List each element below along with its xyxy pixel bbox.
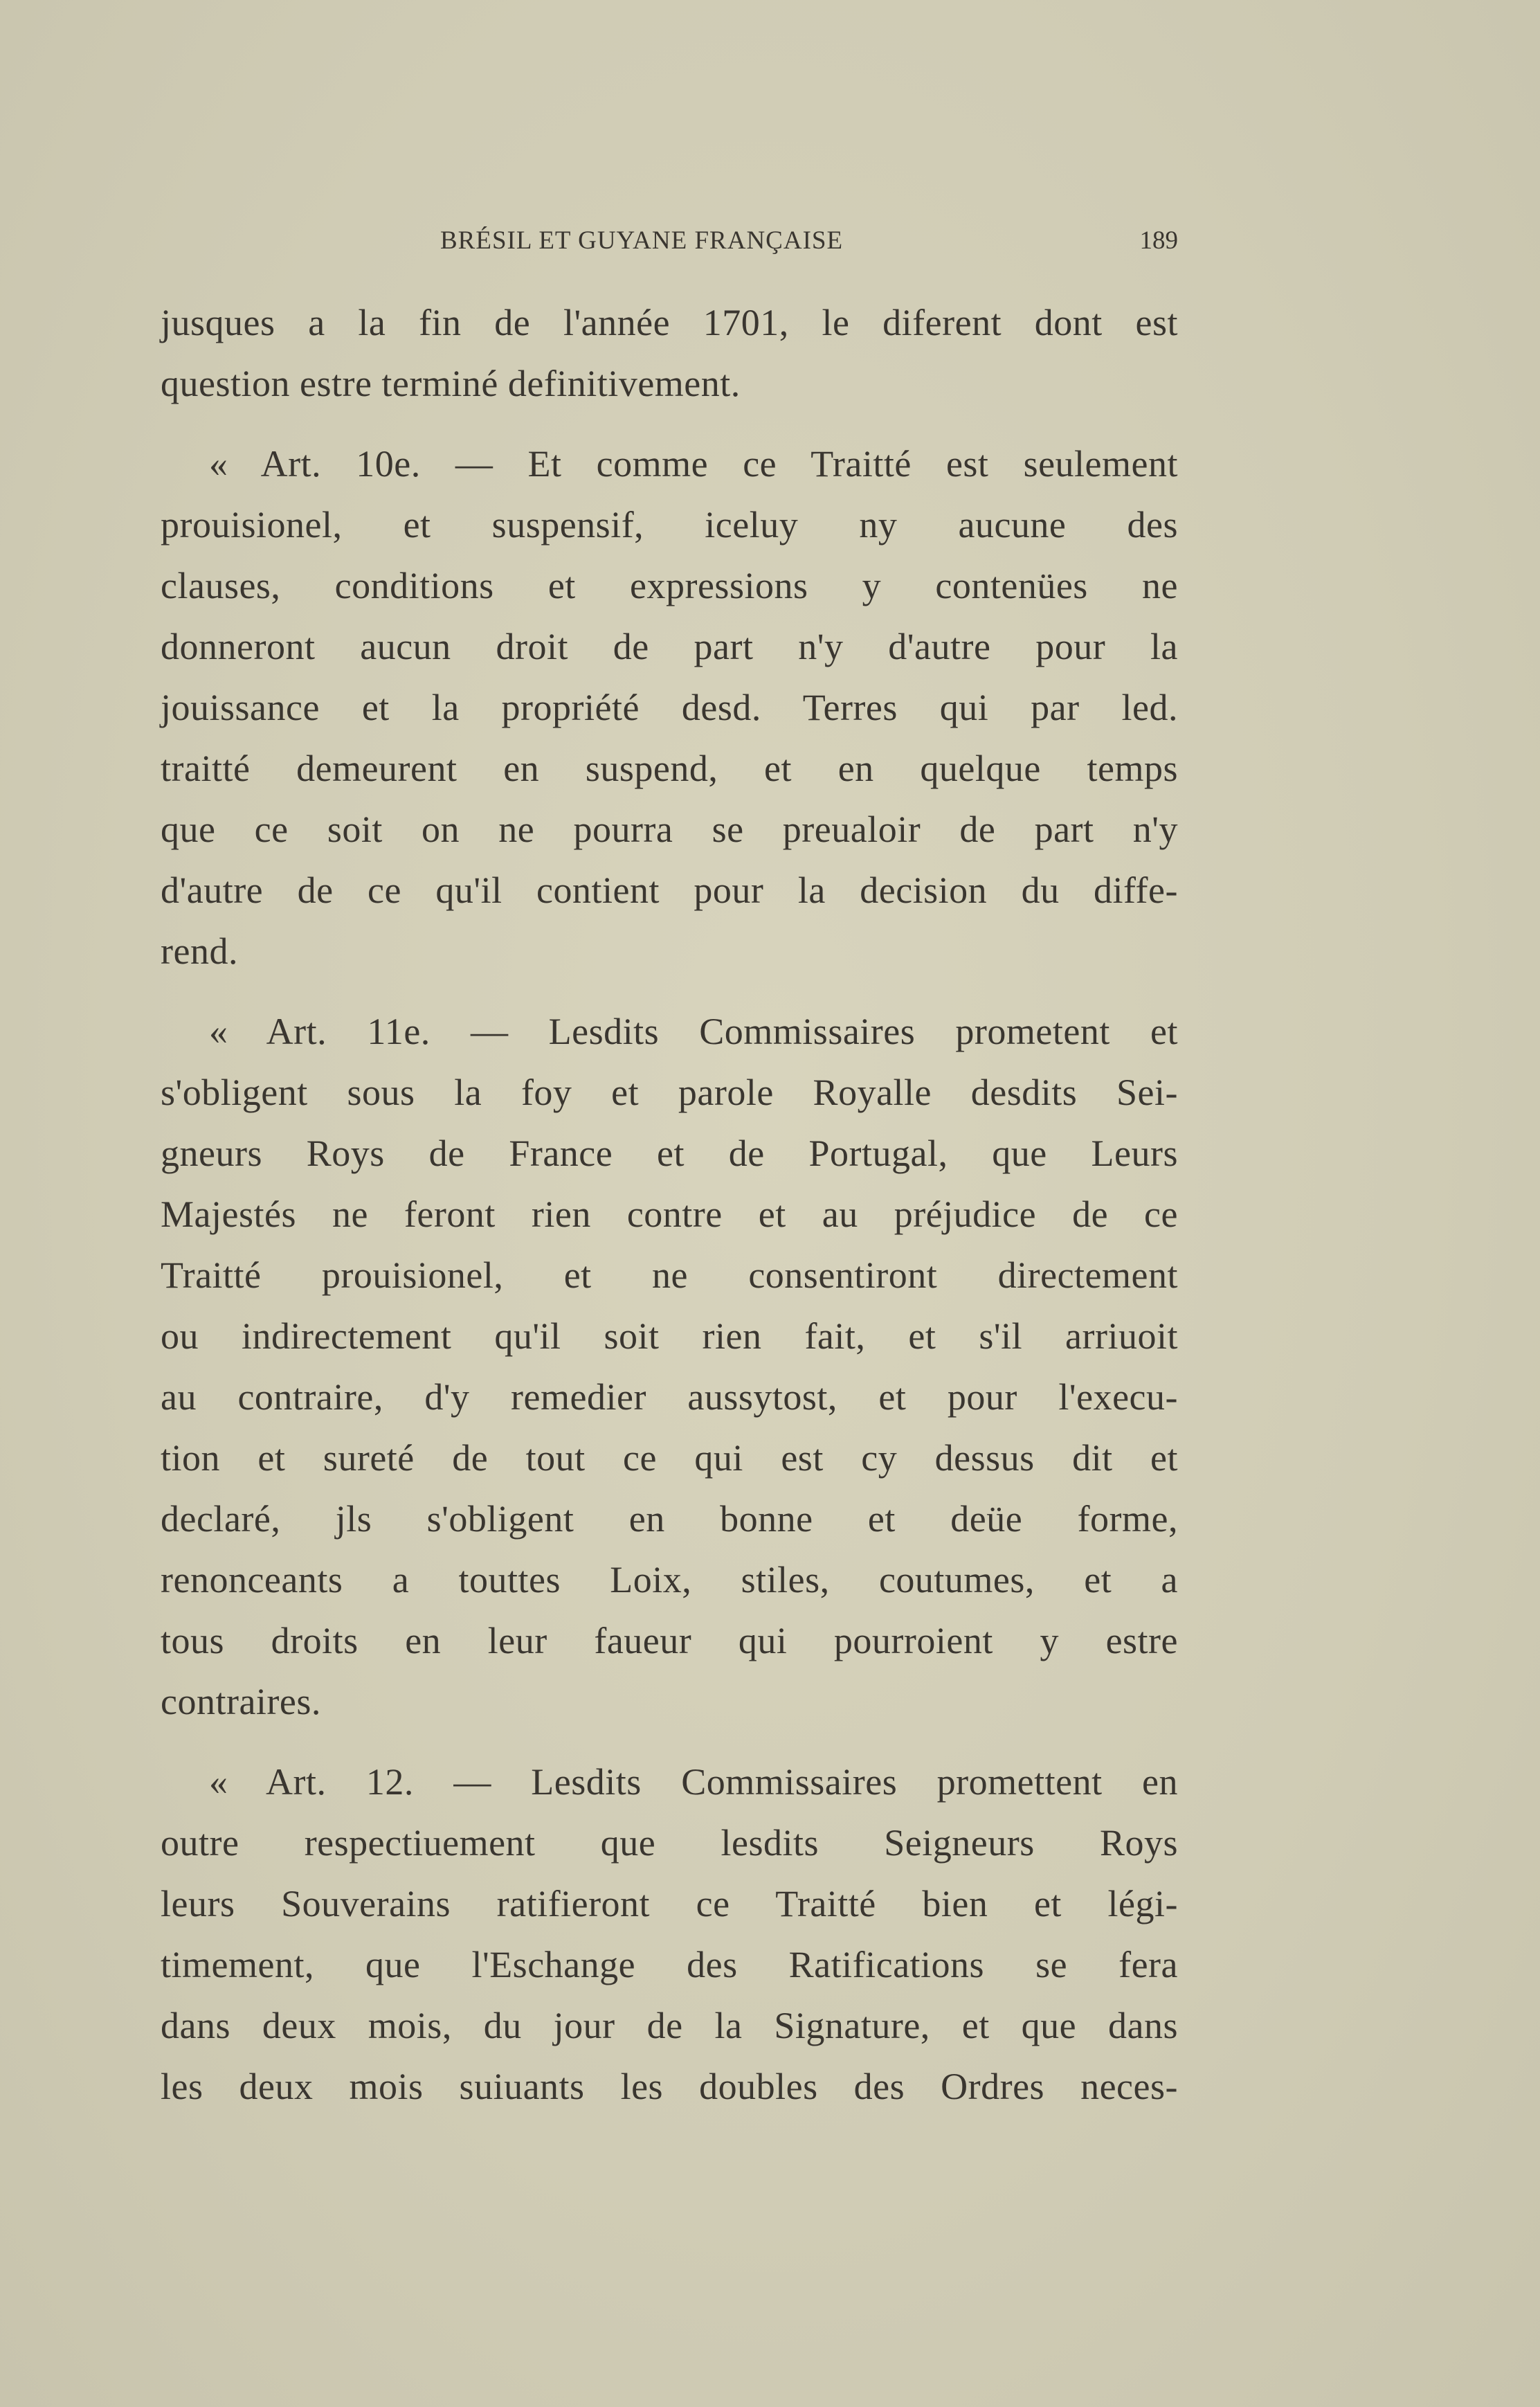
text-line: « Art. 10e. — Et comme ce Traitté est seulement <box>209 443 1178 485</box>
body-text <box>161 292 1178 2117</box>
text-line: tous droits en leur faueur qui pourroient y estre <box>161 1620 1178 1661</box>
text-line: prouisionel, et suspensif, iceluy ny aucune des <box>161 504 1178 546</box>
text-line: timement, que l'Eschange des Ratifications se fera <box>161 1944 1178 1985</box>
page-number: 189 <box>1139 226 1178 255</box>
text-line: traitté demeurent en suspend, et en quelque temps <box>161 748 1178 789</box>
text-line: d'autre de ce qu'il contient pour la decision du diffe- <box>161 869 1178 911</box>
text-line: Traitté prouisionel, et ne consentiront directement <box>161 1254 1178 1296</box>
text-line: leurs Souverains ratifieront ce Traitté bien et légi- <box>161 1883 1178 1924</box>
text-line: rend. <box>161 930 238 972</box>
text-line: renonceants a touttes Loix, stiles, coutumes, et a <box>161 1559 1178 1601</box>
text-line: les deux mois suiuants les doubles des Ordres neces- <box>161 2066 1178 2107</box>
running-head-title: BRÉSIL ET GUYANE FRANÇAISE <box>440 226 844 255</box>
text-line: « Art. 11e. — Lesdits Commissaires prometent et <box>209 1011 1178 1052</box>
text-line: gneurs Roys de France et de Portugal, que Leurs <box>161 1133 1178 1174</box>
text-line: tion et sureté de tout ce qui est cy dessus dit et <box>161 1437 1178 1479</box>
text-line: outre respectiuement que lesdits Seigneurs Roys <box>161 1822 1178 1864</box>
text-line: ou indirectement qu'il soit rien fait, et s'il arriuoit <box>161 1315 1178 1357</box>
text-line: jouissance et la propriété desd. Terres qui par led. <box>161 687 1178 728</box>
text-line: declaré, jls s'obligent en bonne et deüe forme, <box>161 1498 1178 1540</box>
text-line: dans deux mois, du jour de la Signature, et que dans <box>161 2005 1178 2046</box>
text-line: au contraire, d'y remedier aussytost, et pour l'execu- <box>161 1376 1178 1418</box>
text-line: question estre terminé definitivement. <box>161 363 741 404</box>
text-line: « Art. 12. — Lesdits Commissaires promettent en <box>209 1761 1178 1803</box>
running-head <box>161 223 1178 264</box>
text-line: s'obligent sous la foy et parole Royalle desdits Sei- <box>161 1072 1178 1113</box>
text-line: que ce soit on ne pourra se preualoir de part n'y <box>161 809 1178 850</box>
paragraph-gap <box>161 982 1178 1001</box>
paragraph-gap <box>161 414 1178 433</box>
text-line: contraires. <box>161 1681 321 1722</box>
text-line: donneront aucun droit de part n'y d'autre pour la <box>161 626 1178 667</box>
paragraph-gap <box>161 1732 1178 1751</box>
text-line: clauses, conditions et expressions y contenües ne <box>161 565 1178 606</box>
text-line: jusques a la fin de l'année 1701, le diferent dont est <box>161 302 1178 343</box>
text-line: Majestés ne feront rien contre et au préjudice de ce <box>161 1193 1178 1235</box>
